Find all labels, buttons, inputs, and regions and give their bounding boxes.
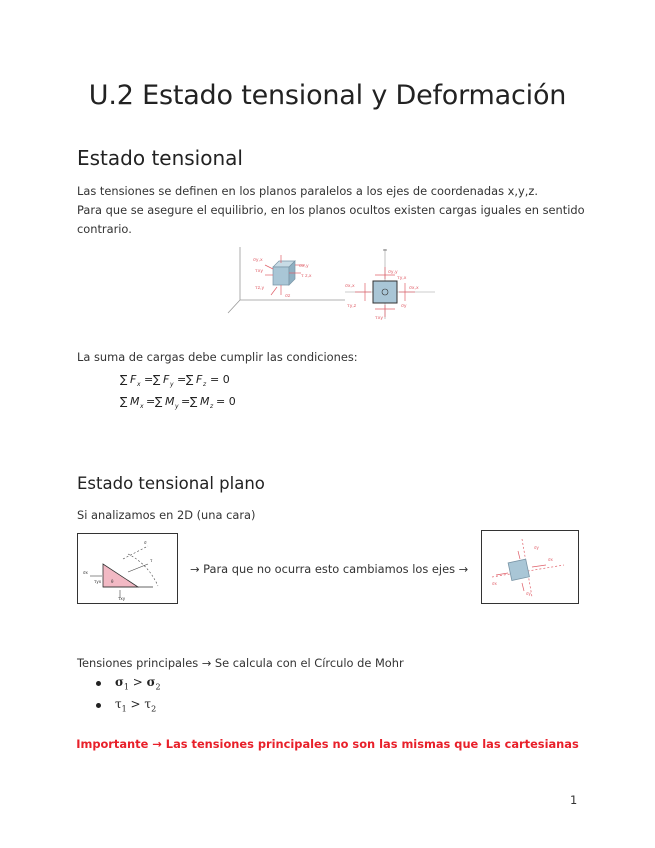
important-note: Importante → Las tensiones principales no son las mismas que las cartesianas [76, 737, 579, 751]
svg-text:∑: ∑ [120, 373, 128, 386]
svg-text:σy: σy [401, 304, 407, 309]
svg-text:∑: ∑ [155, 395, 163, 408]
svg-text:σy: σy [526, 591, 531, 596]
svg-text:=: = [146, 395, 156, 408]
svg-text:τ: τ [150, 558, 153, 563]
intro-2d: Si analizamos en 2D (una cara) [77, 508, 256, 522]
svg-text:=: = [181, 395, 191, 408]
svg-text:x: x [137, 381, 141, 388]
svg-text:σx,x: σx,x [409, 286, 419, 291]
svg-text:∑: ∑ [120, 395, 128, 408]
paragraph-line-3: contrario. [77, 222, 132, 236]
svg-text:∑: ∑ [153, 373, 161, 386]
rotated-element-figure [482, 531, 578, 603]
svg-text:y: y [170, 381, 174, 388]
rotated-element-box [481, 530, 579, 604]
svg-text:σ: σ [144, 540, 147, 545]
svg-text:τyx: τyx [94, 579, 102, 584]
tau-relation: > [126, 697, 145, 711]
svg-text:y: y [175, 403, 179, 410]
svg-text:τy,z: τy,z [347, 304, 357, 309]
svg-text:z: z [210, 403, 214, 410]
svg-text:M: M [165, 395, 175, 408]
svg-text:σy,y: σy,y [388, 270, 398, 275]
paragraph-line-2: Para que se asegure el equilibrio, en los planos ocultos existen cargas iguales en sentido [77, 203, 585, 217]
conditions-text: La suma de cargas debe cumplir las condiciones: [77, 350, 358, 364]
svg-text:F: F [196, 373, 203, 386]
svg-text:M: M [200, 395, 210, 408]
page-number: 1 [570, 793, 578, 807]
tau-1-symbol: τ [115, 697, 122, 711]
stress-cube-figure [225, 245, 440, 325]
svg-text:σx,x: σx,x [345, 284, 355, 289]
svg-text:=: = [177, 373, 187, 386]
svg-text:=: = [144, 373, 154, 386]
section-heading-estado-tensional: Estado tensional [77, 146, 243, 170]
svg-text:∑: ∑ [190, 395, 198, 408]
svg-text:θ: θ [111, 579, 114, 584]
svg-text:z: z [203, 381, 207, 388]
sigma-1-symbol: σ [115, 675, 124, 689]
wedge-figure-box [77, 533, 178, 604]
bullet-dot-1 [96, 681, 101, 686]
sigma-1-sub: 1 [123, 682, 129, 692]
svg-text:M: M [130, 395, 140, 408]
svg-text:τy,x: τy,x [397, 276, 407, 281]
svg-text:σz: σz [285, 294, 291, 299]
svg-text:τ z,x: τ z,x [301, 274, 312, 279]
page-title: U.2 Estado tensional y Deformación [88, 80, 567, 111]
svg-text:σx: σx [83, 570, 88, 575]
equilibrium-formulas [120, 370, 250, 412]
svg-text:τxy: τxy [118, 596, 126, 601]
section-heading-estado-tensional-plano: Estado tensional plano [77, 474, 265, 493]
principal-tensions-text: Tensiones principales → Se calcula con el Círculo de Mohr [77, 656, 404, 670]
sigma-2-sub: 2 [155, 682, 161, 692]
paragraph-line-1: Las tensiones se definen en los planos paralelos a los ejes de coordenadas x,y,z. [77, 184, 538, 198]
svg-text:σx: σx [492, 581, 497, 586]
svg-text:F: F [163, 373, 170, 386]
svg-text:F: F [130, 373, 137, 386]
svg-text:σy,x: σy,x [253, 258, 263, 263]
sigma-2-symbol: σ [146, 675, 156, 689]
svg-text:σx,y: σx,y [299, 264, 309, 269]
tau-2-symbol: τ [144, 697, 152, 711]
svg-text:σy: σy [534, 545, 539, 550]
axes-change-text: → Para que no ocurra esto cambiamos los ejes → [190, 562, 469, 576]
svg-text:τxy: τxy [375, 316, 384, 321]
bullet-dot-2 [96, 703, 101, 708]
wedge-figure [78, 534, 177, 603]
tau-2-sub: 2 [151, 704, 157, 714]
bullet-tau [115, 697, 156, 713]
svg-text:x: x [140, 403, 144, 410]
svg-text:= 0: = 0 [216, 395, 236, 408]
svg-text:= 0: = 0 [210, 373, 230, 386]
svg-text:τz,y: τz,y [255, 286, 265, 291]
tau-1-sub: 1 [121, 704, 127, 714]
svg-text:τxy: τxy [255, 269, 264, 274]
bullet-sigma [115, 675, 161, 691]
svg-text:∑: ∑ [186, 373, 194, 386]
svg-text:σx: σx [548, 557, 553, 562]
sigma-relation: > [128, 675, 147, 689]
